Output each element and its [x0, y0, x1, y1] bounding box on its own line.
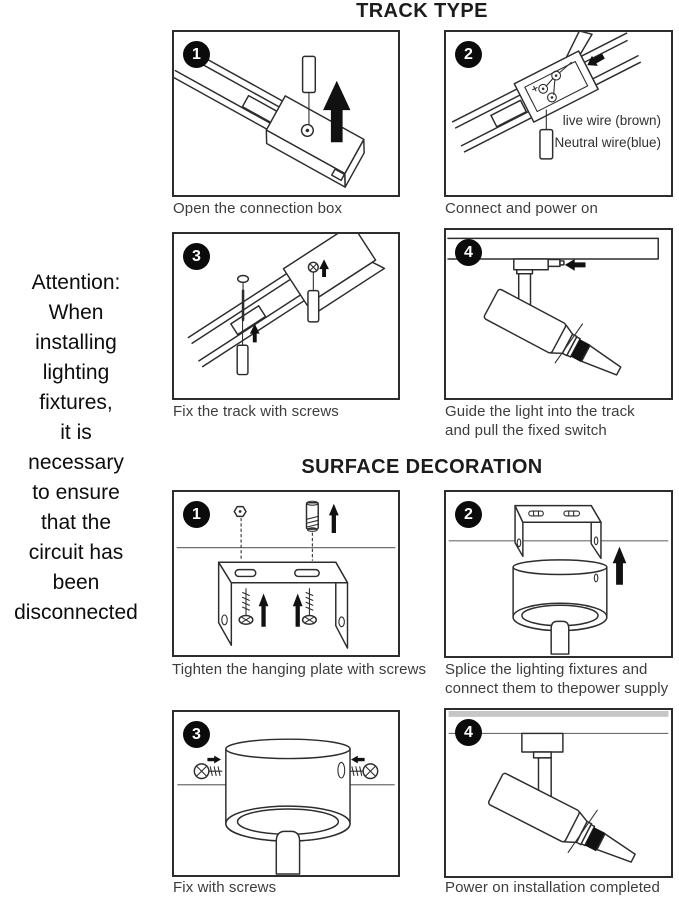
panel-surface-step-4: [444, 708, 673, 878]
step-caption: Open the connection box: [173, 200, 343, 217]
neutral-wire-label: Neutral wire(blue): [554, 135, 661, 150]
step-caption: Power on installation completed: [445, 879, 660, 896]
panel-track-step-4: [444, 228, 673, 400]
attention-line: disconnected: [14, 601, 138, 624]
connection-box: [261, 96, 370, 187]
up-arrow-icon: [329, 504, 339, 533]
pendant-rod: [551, 621, 569, 654]
attention-line: to ensure: [32, 481, 120, 504]
attention-line: lighting: [42, 361, 110, 384]
panel-surface-step-1: [172, 490, 400, 657]
screw-left: [194, 764, 222, 779]
ceiling-strip: [449, 711, 669, 717]
attention-line: been: [52, 571, 100, 594]
panel-track-step-3: [172, 232, 400, 400]
step-caption: Tighten the hanging plate with screws: [172, 661, 427, 678]
step-number-badge: 2: [455, 41, 482, 68]
step-caption: Connect and power on: [445, 200, 598, 217]
up-arrow-icon-2: [259, 594, 269, 627]
wire-labels: [554, 110, 661, 154]
section-title-track-type: TRACK TYPE: [356, 0, 488, 22]
step-number-badge: 2: [455, 501, 482, 528]
attention-line: circuit has: [28, 541, 124, 564]
step-number-badge: 3: [183, 721, 210, 748]
screw-right: [350, 764, 378, 779]
attention-line: Attention:: [31, 271, 121, 294]
attention-note: [0, 268, 152, 628]
spotlight: [481, 281, 631, 390]
track: [182, 234, 385, 381]
canopy: [513, 560, 607, 631]
screw-up: [239, 589, 253, 625]
spotlight: [485, 765, 646, 876]
hanging-plate: [219, 562, 348, 648]
canopy: [226, 739, 350, 841]
step-caption: Splice the lighting fixtures and connect them to thepower supply: [445, 661, 669, 697]
left-arrow-icon: [351, 756, 365, 764]
attention-line: necessary: [28, 451, 124, 474]
attention-line: it is: [60, 421, 92, 444]
screw-up-2: [303, 589, 317, 625]
pendant-rod: [276, 831, 299, 874]
wire-connector: [237, 345, 248, 374]
attention-line: When: [48, 301, 104, 324]
wire-connector-2: [308, 291, 319, 322]
step-number-badge: 1: [183, 501, 210, 528]
up-arrow-icon-3: [293, 594, 303, 627]
left-arrow-icon: [565, 259, 586, 271]
panel-surface-step-3: [172, 710, 400, 877]
step-number-badge: 4: [455, 239, 482, 266]
attention-line: installing: [35, 331, 117, 354]
live-wire-label: live wire (brown): [562, 113, 661, 128]
wall-anchor-nut: [234, 507, 246, 517]
panel-track-step-2: [444, 30, 673, 197]
up-arrow-icon: [613, 547, 627, 585]
attention-line: fixtures,: [39, 391, 113, 414]
step-caption: Fix the track with screws: [173, 403, 339, 420]
section-title-surface-decoration: SURFACE DECORATION: [301, 456, 543, 478]
step-number-badge: 3: [183, 243, 210, 270]
step-caption: Fix with screws: [173, 879, 277, 896]
ceiling-mount: [522, 733, 563, 757]
step-number-badge: 4: [455, 719, 482, 746]
mounting-bracket: [515, 506, 601, 559]
open-connection-box: [506, 32, 615, 122]
step-number-badge: 1: [183, 41, 210, 68]
step-caption: Guide the light into the track and pull the fixed switch: [445, 403, 635, 439]
right-arrow-icon: [207, 756, 221, 764]
panel-track-step-1: [172, 30, 400, 197]
attention-line: that the: [40, 511, 112, 534]
panel-surface-step-2: [444, 490, 673, 658]
expansion-bolt: [306, 501, 318, 531]
track-adapter: [514, 259, 564, 274]
